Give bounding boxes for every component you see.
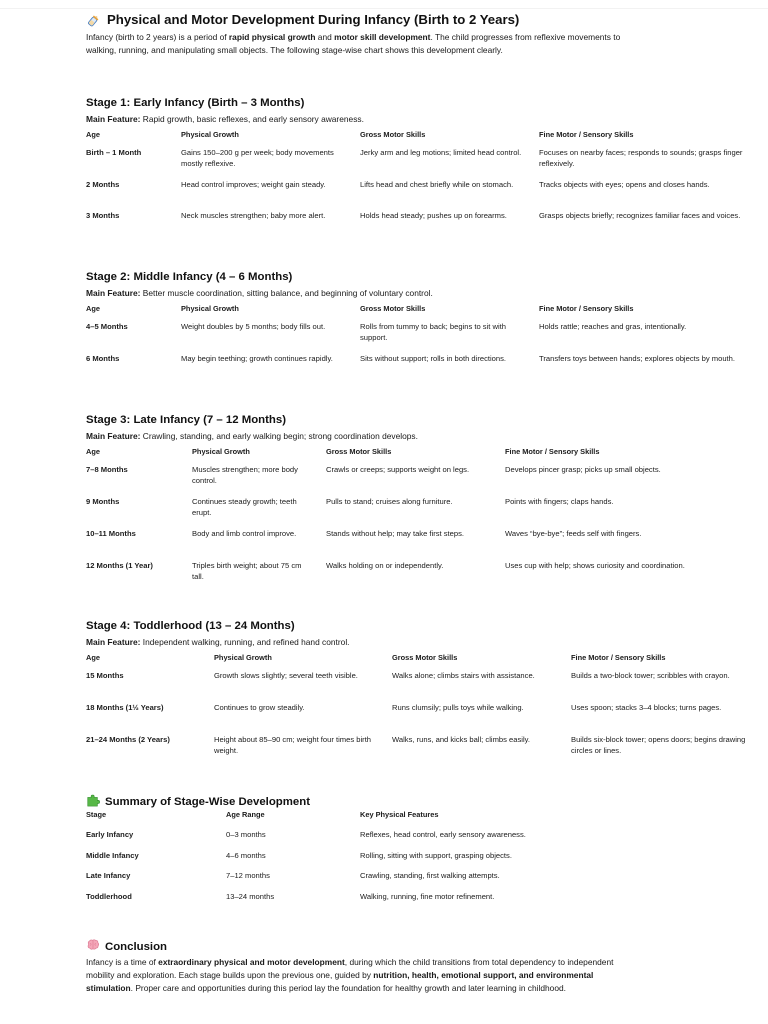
table-row	[86, 497, 686, 529]
main-feature-label: Main Feature:	[86, 288, 141, 298]
column-header: Physical Growth	[181, 304, 239, 313]
column-header: Fine Motor / Sensory Skills	[571, 653, 666, 662]
table-row	[86, 322, 746, 354]
column-header: Age	[86, 130, 100, 139]
column-header: Gross Motor Skills	[392, 653, 458, 662]
physical-cell: Muscles strengthen; more body control.	[192, 465, 298, 485]
table-header-row	[86, 653, 750, 671]
summary-table	[86, 810, 586, 912]
baby-bottle-icon	[86, 13, 101, 28]
intro-text: . The child progresses from reflexive movements to walking, running, and manipulating small objects. The following stage-wise chart shows this development clearly.	[86, 32, 621, 55]
gross-cell: Runs clumsily; pulls toys while walking.	[392, 703, 524, 712]
stage-table	[86, 130, 746, 243]
age-cell: 2 Months	[86, 179, 120, 189]
physical-cell: Neck muscles strengthen; baby more alert.	[181, 211, 326, 220]
features-cell: Reflexes, head control, early sensory awareness.	[360, 830, 526, 839]
age-cell: 12 Months (1 Year)	[86, 561, 153, 570]
main-feature	[86, 431, 746, 442]
column-header: Stage	[86, 810, 107, 819]
main-feature-text: Crawling, standing, and early walking begin; strong coordination develops.	[140, 431, 418, 441]
gross-cell: Rolls from tummy to back; begins to sit with support.	[360, 322, 507, 342]
stage-heading: Stage 3: Late Infancy (7 – 12 Months)	[86, 414, 287, 426]
stage-cell: Middle Infancy	[86, 850, 139, 860]
main-feature-label: Main Feature:	[86, 114, 141, 124]
gross-cell: Stands without help; may take first steps.	[326, 529, 465, 538]
table-header-row	[86, 447, 686, 465]
table-row	[86, 354, 746, 386]
column-header: Gross Motor Skills	[360, 130, 426, 139]
table-row	[86, 465, 686, 497]
physical-cell: Gains 150–200 g per week; body movements mostly reflexive.	[181, 148, 334, 168]
main-feature	[86, 637, 746, 648]
summary-heading-text: Summary of Stage-Wise Development	[105, 796, 310, 808]
features-cell: Rolling, sitting with support, grasping objects.	[360, 850, 512, 860]
physical-cell: Continues steady growth; teeth erupt.	[192, 497, 297, 517]
top-divider	[0, 8, 768, 9]
column-header: Age Range	[226, 810, 265, 819]
column-header: Physical Growth	[192, 447, 250, 456]
age-range-cell: 0–3 months	[226, 830, 266, 839]
fine-cell: Holds rattle; reaches and gras, intentionally.	[539, 322, 687, 331]
age-range-cell: 13–24 months	[226, 891, 275, 901]
gross-cell: Walks alone; climbs stairs with assistance.	[392, 671, 535, 680]
fine-cell: Points with fingers; claps hands.	[505, 497, 614, 506]
stage-heading: Stage 4: Toddlerhood (13 – 24 Months)	[86, 620, 295, 632]
main-feature-text: Better muscle coordination, sitting balance, and beginning of voluntary control.	[140, 288, 433, 298]
gross-cell: Crawls or creeps; supports weight on legs.	[326, 465, 470, 474]
table-row	[86, 871, 586, 892]
summary-heading	[86, 793, 706, 809]
table-row	[86, 180, 746, 212]
conclusion-text: , during which the child transitions from total dependency to independent mobility and exploration. Each stage builds upon the previous one, guided by	[86, 957, 614, 980]
table-header-row	[86, 304, 746, 322]
physical-cell: Continues to grow steadily.	[214, 703, 305, 712]
stage-heading: Stage 1: Early Infancy (Birth – 3 Months)	[86, 97, 305, 109]
gross-cell: Walks, runs, and kicks ball; climbs easily.	[392, 735, 530, 744]
main-feature-text: Rapid growth, basic reflexes, and early sensory awareness.	[140, 114, 364, 124]
intro-text: Infancy (birth to 2 years) is a period of	[86, 32, 229, 42]
age-cell: Birth – 1 Month	[86, 148, 142, 157]
table-header-row	[86, 130, 746, 148]
conclusion-bold-text: extraordinary physical and motor development	[158, 957, 345, 967]
column-header: Gross Motor Skills	[360, 304, 426, 313]
age-cell: 6 Months	[86, 354, 120, 363]
fine-cell: Develops pincer grasp; picks up small objects.	[505, 465, 661, 474]
intro-bold-text: rapid physical growth	[228, 32, 316, 42]
stage-cell: Late Infancy	[86, 871, 131, 880]
fine-cell: Uses spoon; stacks 3–4 blocks; turns pages.	[571, 703, 722, 712]
gross-cell: Sits without support; rolls in both directions.	[360, 354, 507, 363]
gross-cell: Walks holding on or independently.	[326, 561, 444, 570]
stage-cell: Early Infancy	[86, 830, 134, 839]
physical-cell: Body and limb control improve.	[192, 529, 297, 538]
conclusion-text: . Proper care and opportunities during this period lay the foundation for healthy growth and later learning in childhood.	[130, 982, 566, 993]
main-feature-text: Independent walking, running, and refined hand control.	[140, 637, 350, 647]
puzzle-piece-icon	[86, 793, 100, 807]
physical-cell: Triples birth weight; about 75 cm tall.	[192, 561, 302, 581]
column-header: Physical Growth	[214, 653, 272, 662]
main-feature	[86, 114, 746, 125]
stage-table	[86, 304, 746, 386]
intro-text: and	[315, 32, 335, 42]
column-header: Key Physical Features	[360, 810, 439, 819]
gross-cell: Jerky arm and leg motions; limited head control.	[360, 148, 522, 157]
table-row	[86, 561, 686, 593]
table-row	[86, 892, 586, 913]
conclusion-heading-text: Conclusion	[105, 941, 168, 953]
table-row	[86, 851, 586, 872]
stage-heading: Stage 2: Middle Infancy (4 – 6 Months)	[86, 271, 293, 283]
age-cell: 7–8 Months	[86, 465, 128, 474]
fine-cell: Tracks objects with eyes; opens and closes hands.	[539, 179, 710, 189]
age-range-cell: 4–6 months	[226, 850, 266, 860]
stage-cell: Toddlerhood	[86, 891, 132, 901]
table-row	[86, 735, 750, 767]
intro-bold-text: motor skill development	[334, 32, 431, 42]
physical-cell: Growth slows slightly; several teeth visible.	[214, 671, 358, 680]
main-feature	[86, 288, 746, 299]
age-cell: 4–5 Months	[86, 322, 128, 331]
main-feature-label: Main Feature:	[86, 637, 141, 647]
table-row	[86, 671, 750, 703]
table-row	[86, 211, 746, 243]
column-header: Gross Motor Skills	[326, 447, 392, 456]
conclusion-text: Infancy is a time of	[86, 957, 159, 967]
brain-icon	[86, 938, 100, 952]
age-range-cell: 7–12 months	[226, 871, 270, 880]
main-feature-label: Main Feature:	[86, 431, 141, 441]
title-text: Physical and Motor Development During Infancy (Birth to 2 Years)	[107, 12, 520, 27]
features-cell: Walking, running, fine motor refinement.	[360, 891, 495, 901]
fine-cell: Transfers toys between hands; explores objects by mouth.	[539, 354, 735, 363]
table-row	[86, 703, 750, 735]
age-cell: 3 Months	[86, 211, 120, 220]
page-title	[86, 12, 746, 28]
gross-cell: Lifts head and chest briefly while on stomach.	[360, 179, 514, 189]
physical-cell: Height about 85–90 cm; weight four times birth weight.	[214, 735, 372, 755]
intro-paragraph	[86, 31, 626, 56]
fine-cell: Grasps objects briefly; recognizes familiar faces and voices.	[539, 211, 741, 220]
column-header: Age	[86, 653, 100, 662]
physical-cell: May begin teething; growth continues rapidly.	[181, 354, 333, 363]
table-header-row	[86, 810, 586, 830]
fine-cell: Builds six-block tower; opens doors; begins drawing circles or lines.	[571, 735, 746, 755]
table-row	[86, 529, 686, 561]
gross-cell: Pulls to stand; cruises along furniture.	[326, 497, 453, 506]
features-cell: Crawling, standing, first walking attempts.	[360, 871, 500, 880]
column-header: Age	[86, 304, 100, 313]
age-cell: 10–11 Months	[86, 529, 136, 538]
table-row	[86, 830, 586, 851]
column-header: Physical Growth	[181, 130, 239, 139]
gross-cell: Holds head steady; pushes up on forearms.	[360, 211, 507, 220]
age-cell: 18 Months (1½ Years)	[86, 703, 164, 712]
fine-cell: Uses cup with help; shows curiosity and coordination.	[505, 561, 685, 570]
column-header: Fine Motor / Sensory Skills	[539, 304, 634, 313]
stage-table	[86, 653, 750, 767]
age-cell: 15 Months	[86, 671, 124, 680]
conclusion-paragraph	[86, 956, 626, 994]
age-cell: 21–24 Months (2 Years)	[86, 735, 170, 744]
fine-cell: Builds a two-block tower; scribbles with crayon.	[571, 671, 730, 680]
conclusion-bold-text: nutrition, health, emotional support, and environmental stimulation	[86, 969, 594, 993]
physical-cell: Weight doubles by 5 months; body fills out.	[181, 322, 326, 331]
column-header: Age	[86, 447, 100, 456]
age-cell: 9 Months	[86, 497, 120, 506]
column-header: Fine Motor / Sensory Skills	[505, 447, 600, 456]
table-row	[86, 148, 746, 180]
fine-cell: Focuses on nearby faces; responds to sounds; grasps finger reflexively.	[539, 148, 743, 168]
physical-cell: Head control improves; weight gain steady.	[181, 179, 326, 189]
column-header: Fine Motor / Sensory Skills	[539, 130, 634, 139]
stage-table	[86, 447, 686, 593]
fine-cell: Waves “bye-bye”; feeds self with fingers.	[505, 529, 642, 538]
conclusion-heading	[86, 938, 706, 954]
